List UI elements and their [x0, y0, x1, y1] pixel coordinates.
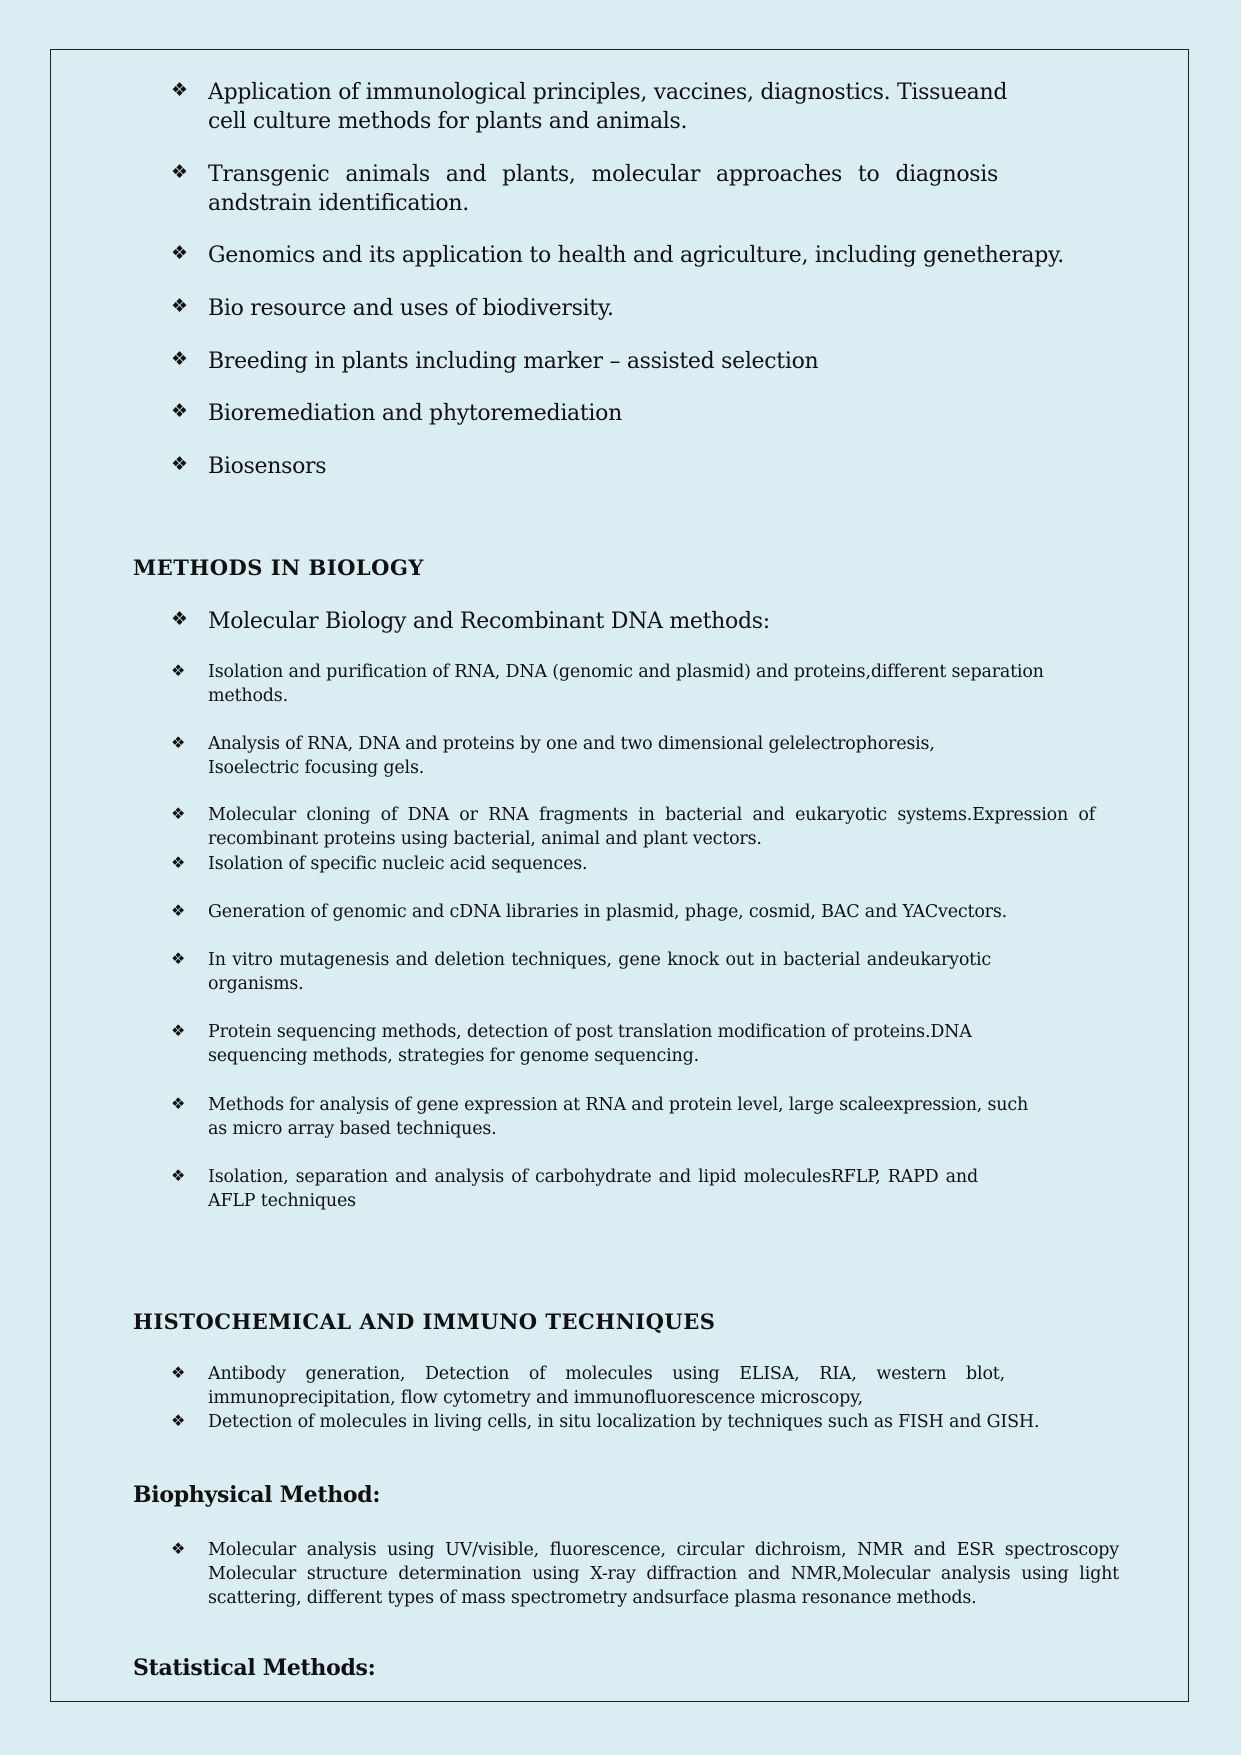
bullet-icon: ❖ — [171, 348, 189, 370]
bullet-icon: ❖ — [171, 295, 189, 317]
bullet-icon: ❖ — [171, 1094, 186, 1113]
section-heading-statistical: Statistical Methods: — [133, 1655, 376, 1681]
bullet-icon: ❖ — [171, 901, 186, 920]
bullet-icon: ❖ — [171, 1363, 186, 1382]
bullet-icon: ❖ — [171, 161, 189, 183]
bullet-icon: ❖ — [171, 400, 189, 422]
bullet-icon: ❖ — [171, 1411, 186, 1430]
bullet-icon: ❖ — [171, 1021, 186, 1040]
bullet-icon: ❖ — [171, 1166, 186, 1185]
list-item: Genomics and its application to health and agriculture, including genetherapy. — [208, 243, 1064, 268]
list-item: Bioremediation and phytoremediation — [208, 401, 622, 426]
list-item: Antibody generation, Detection of molecules using ELISA, RIA, western blot, immunoprecipitation, flow cytometry and immunofluorescence microscopy, — [208, 1364, 1005, 1408]
list-item: Methods for analysis of gene expression at RNA and protein level, large scaleexpression, such as micro array based techniques. — [208, 1095, 1029, 1139]
bullet-icon: ❖ — [171, 242, 189, 264]
section-heading-methods: METHODS IN BIOLOGY — [133, 555, 424, 580]
list-item: Analysis of RNA, DNA and proteins by one and two dimensional gelelectrophoresis, Isoelectric focusing gels. — [208, 734, 935, 778]
list-item: Molecular analysis using UV/visible, fluorescence, circular dichroism, NMR and ESR spectroscopy Molecular structure determination using X-ray diffraction and NMR,Molecular analysis using light scattering, different types of mass spectrometry andsurface plasma resonance methods. — [208, 1540, 1119, 1608]
list-item: Transgenic animals and plants, molecular approaches to diagnosis andstrain identification. — [208, 162, 998, 216]
bullet-icon: ❖ — [171, 949, 186, 968]
list-item: Biosensors — [208, 454, 327, 479]
section-heading-biophysical: Biophysical Method: — [133, 1482, 381, 1508]
list-item: Application of immunological principles, vaccines, diagnostics. Tissueand cell culture methods for plants and animals. — [208, 80, 1008, 134]
section-heading-histochemical: HISTOCHEMICAL AND IMMUNO TECHNIQUES — [133, 1309, 716, 1334]
list-item: Isolation of specific nucleic acid sequences. — [208, 854, 588, 874]
bullet-icon: ❖ — [171, 608, 189, 630]
list-item: Bio resource and uses of biodiversity. — [208, 296, 614, 321]
list-item: Breeding in plants including marker – assisted selection — [208, 349, 819, 374]
list-item: In vitro mutagenesis and deletion techniques, gene knock out in bacterial andeukaryotic organisms. — [208, 950, 991, 994]
list-item: Isolation, separation and analysis of carbohydrate and lipid moleculesRFLP, RAPD and AFLP techniques — [208, 1167, 978, 1211]
bullet-icon: ❖ — [171, 661, 186, 680]
list-item: Detection of molecules in living cells, in situ localization by techniques such as FISH and GISH. — [208, 1412, 1040, 1432]
bullet-icon: ❖ — [171, 1539, 186, 1558]
bullet-icon: ❖ — [171, 79, 189, 101]
bullet-icon: ❖ — [171, 453, 189, 475]
list-item-lead: Molecular Biology and Recombinant DNA methods: — [208, 609, 770, 634]
list-item: Protein sequencing methods, detection of post translation modification of proteins.DNA sequencing methods, strategies for genome sequencing. — [208, 1022, 972, 1066]
bullet-icon: ❖ — [171, 804, 186, 823]
bullet-icon: ❖ — [171, 733, 186, 752]
list-item: Generation of genomic and cDNA libraries in plasmid, phage, cosmid, BAC and YACvectors. — [208, 902, 1007, 922]
bullet-icon: ❖ — [171, 853, 186, 872]
list-item: Isolation and purification of RNA, DNA (genomic and plasmid) and proteins,different separation methods. — [208, 662, 1044, 706]
list-item: Molecular cloning of DNA or RNA fragments in bacterial and eukaryotic systems.Expression of recombinant proteins using bacterial, animal and plant vectors. — [208, 805, 1095, 849]
